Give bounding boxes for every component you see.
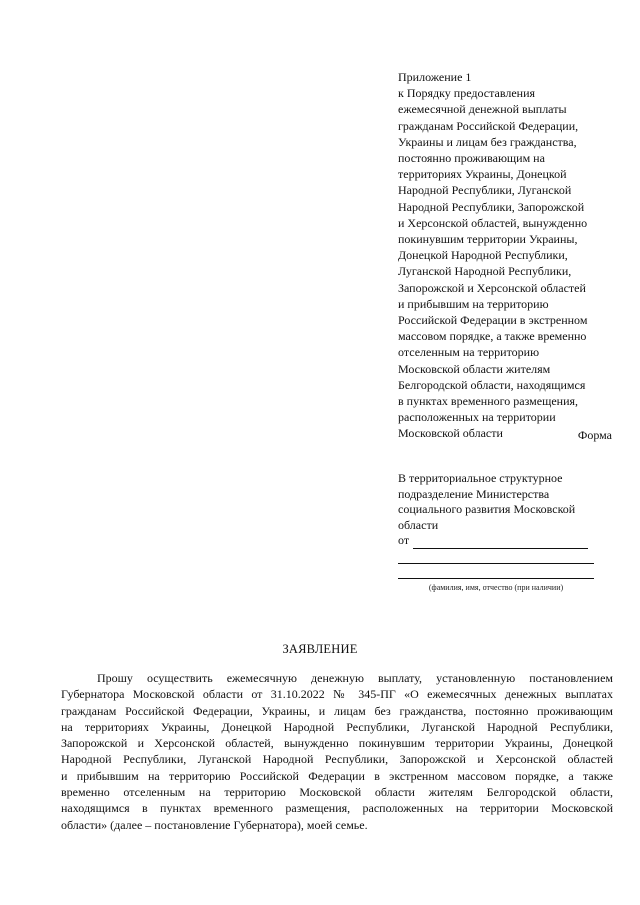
form-label: Форма <box>577 428 612 442</box>
body-line: Запорожской и Херсонской областей, вынужденно покинувшим территории Украины, Донецкой <box>61 736 613 751</box>
body-line: Народной Республики, Луганской Народной Республики, Запорожской и Херсонской областей <box>61 752 613 767</box>
appendix-line: гражданам Российской Федерации, <box>398 118 579 133</box>
appendix-line: массовом порядке, а также временно <box>398 329 587 344</box>
appendix-line: отселенным на территорию <box>398 345 540 360</box>
addressee-line: В территориальное структурное <box>398 471 563 485</box>
applicant-name-line-2[interactable] <box>398 549 594 564</box>
body-line: и прибывшим на территорию Российской Федерации в экстренном массовом порядке, а также <box>61 768 613 783</box>
appendix-line: Белгородской области, находящимся <box>398 377 586 392</box>
appendix-line: и прибывшим на территорию <box>398 296 549 311</box>
appendix-line: территориях Украины, Донецкой <box>398 167 567 182</box>
appendix-line: Российской Федерации в экстренном <box>398 313 588 328</box>
name-caption: (фамилия, имя, отчество (при наличии) <box>428 582 564 592</box>
body-line: находящимся в пунктах временного размещения, расположенных на территории Московской <box>61 801 613 816</box>
appendix-line: к Порядку предоставления <box>398 86 536 101</box>
appendix-line: Луганской Народной Республики, <box>398 264 572 279</box>
appendix-line: Московской области <box>398 426 503 441</box>
appendix-line: и Херсонской областей, вынужденно <box>398 215 588 230</box>
appendix-line: ежемесячной денежной выплаты <box>398 102 567 117</box>
statement-body <box>61 670 613 833</box>
appendix-line: Украины и лицам без гражданства, <box>398 134 577 149</box>
document-heading: ЗАЯВЛЕНИЕ <box>282 642 358 656</box>
appendix-line: Народной Республики, Запорожской <box>398 199 585 214</box>
appendix-line: покинувшим территории Украины, <box>398 232 578 247</box>
body-line: временно отселенным на территорию Московской области жителям Белгородской области, <box>61 785 613 800</box>
addressee-block <box>398 471 603 595</box>
appendix-line: постоянно проживающим на <box>398 151 545 166</box>
appendix-line: Народной Республики, Луганской <box>398 183 572 198</box>
body-line: на территориях Украины, Донецкой Народной Республики, Луганской Народной Республики, <box>61 719 613 734</box>
appendix-line: в пунктах временного размещения, <box>398 394 579 409</box>
body-line: Прошу осуществить ежемесячную денежную выплату, установленную постановлением <box>97 671 613 685</box>
appendix-line: Приложение 1 <box>398 70 472 84</box>
appendix-line: Запорожской и Херсонской областей <box>398 280 586 295</box>
applicant-name-line-1[interactable] <box>413 536 588 549</box>
body-line: области» (далее – постановление Губернатора), моей семье. <box>61 817 368 832</box>
body-line: гражданам Российской Федерации, Украины, и лицам без гражданства, постоянно проживающим <box>61 703 613 718</box>
appendix-block <box>398 69 613 442</box>
appendix-line: Московской области жителям <box>398 361 551 376</box>
appendix-line: Донецкой Народной Республики, <box>398 248 568 263</box>
appendix-line: расположенных на территории <box>398 410 556 425</box>
addressee-line: социального развития Московской <box>398 502 576 516</box>
applicant-name-line-3[interactable] <box>398 564 594 579</box>
addressee-line: подразделение Министерства <box>398 486 550 501</box>
addressee-line: области <box>398 517 439 532</box>
from-label: от <box>398 533 410 547</box>
from-row <box>398 533 603 549</box>
body-line: Губернатора Московской области от 31.10.2022 № 345-ПГ «О ежемесячных денежных выплатах <box>61 687 613 702</box>
